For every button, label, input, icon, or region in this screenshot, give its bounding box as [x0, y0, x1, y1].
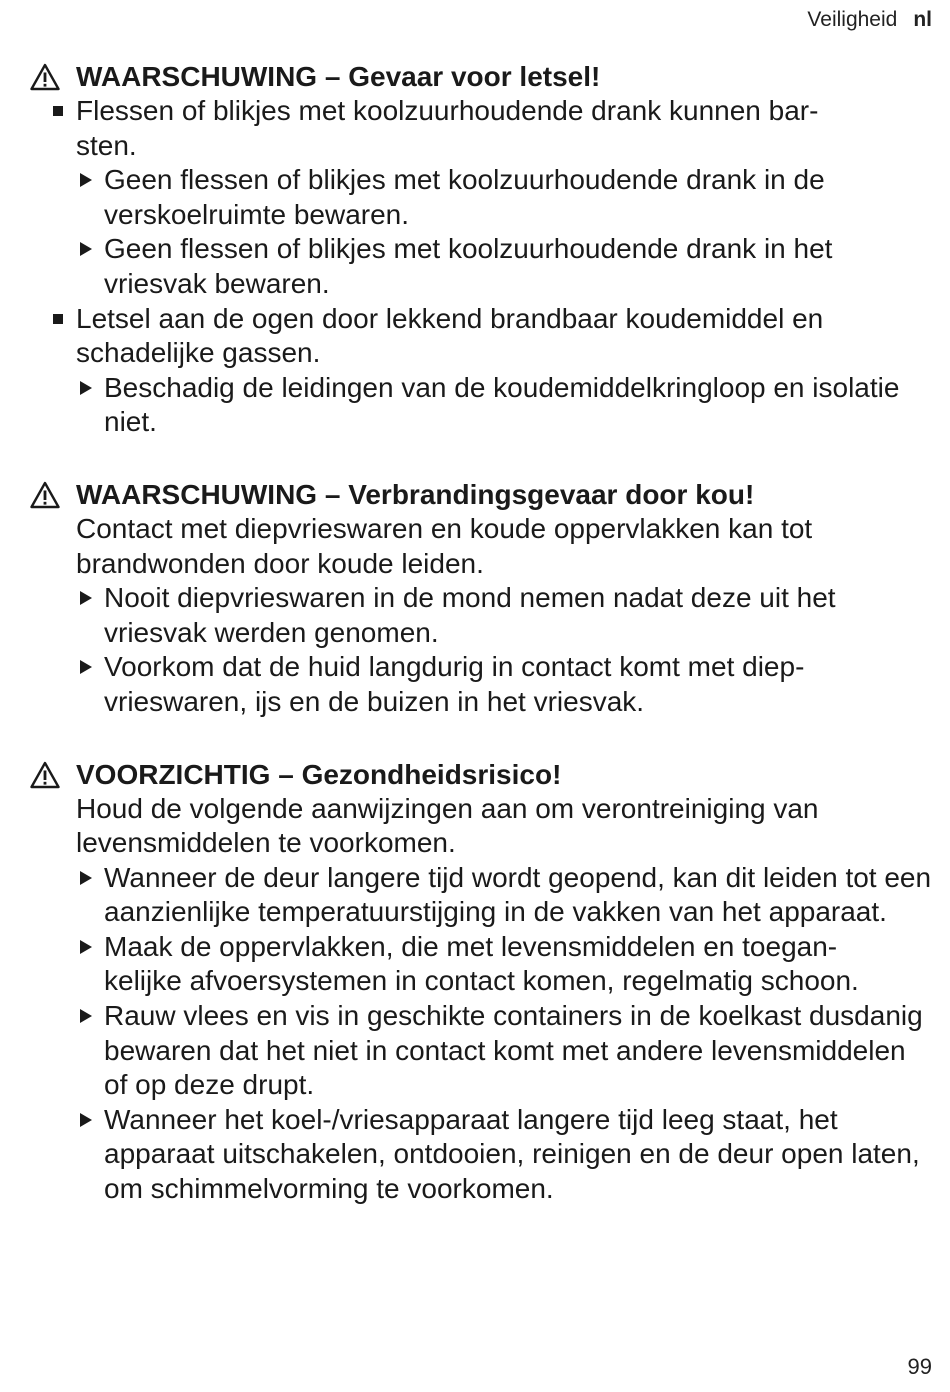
- instruction-text: Nooit diepvrieswaren in de mond nemen nadat deze uit het vriesvak werden genomen.: [104, 582, 836, 648]
- arrow-bullet-icon: [80, 591, 92, 605]
- instruction-text: Rauw vlees en vis in geschikte containers in de koelkast dusdanig bewaren dat het niet in contact komt met andere levensmiddelen of op deze drupt.: [104, 1000, 923, 1101]
- instruction-item: [30, 930, 935, 999]
- description-paragraph: [76, 792, 935, 861]
- warning-triangle-icon: [30, 63, 60, 91]
- instruction-text: Wanneer de deur langere tijd wordt geopend, kan dit leiden tot een aanzienlijke temperatuurstijging in de vakken van het apparaat.: [104, 861, 932, 928]
- instruction-item: [30, 371, 935, 440]
- language-code: nl: [913, 8, 932, 31]
- instruction-text: Voorkom dat de huid langdurig in contact komt met diep- vrieswaren, ijs en de buizen in het vriesvak.: [104, 651, 805, 717]
- instruction-text: Maak de oppervlakken, die met levensmiddelen en toegan- kelijke afvoersystemen in contact komen, regelmatig schoon.: [104, 930, 859, 997]
- bullet-item: [30, 94, 935, 163]
- bullet-item: [30, 302, 935, 371]
- page-header: [807, 8, 932, 32]
- arrow-bullet-icon: [80, 871, 92, 885]
- arrow-bullet-icon: [80, 940, 92, 954]
- safety-block: [30, 758, 935, 1207]
- safety-heading: [30, 60, 935, 94]
- arrow-bullet-icon: [80, 1113, 92, 1127]
- description-text: Houd de volgende aanwijzingen aan om verontreiniging van levensmiddelen te voorkomen.: [76, 792, 819, 859]
- arrow-bullet-icon: [80, 381, 92, 395]
- safety-heading: [30, 758, 935, 792]
- safety-heading-text: WAARSCHUWING – Gevaar voor letsel!: [76, 61, 601, 92]
- warning-triangle-icon: [30, 761, 60, 789]
- instruction-text: Geen flessen of blikjes met koolzuurhoudende drank in het vriesvak bewaren.: [104, 233, 833, 299]
- safety-block: [30, 60, 935, 440]
- instruction-item: [30, 861, 935, 930]
- page-number: 99: [907, 1354, 932, 1379]
- description-paragraph: [76, 512, 935, 581]
- safety-content: [30, 60, 935, 1245]
- description-text: Contact met diepvrieswaren en koude oppervlakken kan tot brandwonden door koude leiden.: [76, 512, 813, 579]
- instruction-text: Beschadig de leidingen van de koudemiddelkringloop en isolatie niet.: [104, 371, 900, 438]
- bullet-text: Letsel aan de ogen door lekkend brandbaar koudemiddel en schadelijke gassen.: [76, 302, 824, 369]
- section-title: Veiligheid: [807, 8, 898, 31]
- safety-block: [30, 478, 935, 720]
- safety-heading-text: WAARSCHUWING – Verbrandingsgevaar door kou!: [76, 478, 755, 510]
- arrow-bullet-icon: [80, 1009, 92, 1023]
- instruction-item: [30, 999, 935, 1103]
- instruction-item: [30, 650, 935, 719]
- arrow-bullet-icon: [80, 242, 92, 256]
- safety-heading-text: VOORZICHTIG – Gezondheidsrisico!: [76, 758, 562, 790]
- bullet-text: Flessen of blikjes met koolzuurhoudende drank kunnen bar- sten.: [76, 95, 819, 161]
- instruction-item: [30, 581, 935, 650]
- arrow-bullet-icon: [80, 660, 92, 674]
- instruction-item: [30, 1103, 935, 1207]
- instruction-text: Wanneer het koel-/vriesapparaat langere tijd leeg staat, het apparaat uitschakelen, ontdooien, reinigen en de deur open laten, om schimmelvorming te voorkomen.: [104, 1103, 920, 1205]
- instruction-item: [30, 232, 935, 301]
- instruction-text: Geen flessen of blikjes met koolzuurhoudende drank in de verskoelruimte bewaren.: [104, 164, 825, 230]
- safety-heading: [30, 478, 935, 512]
- arrow-bullet-icon: [80, 173, 92, 187]
- instruction-item: [30, 163, 935, 232]
- warning-triangle-icon: [30, 481, 60, 509]
